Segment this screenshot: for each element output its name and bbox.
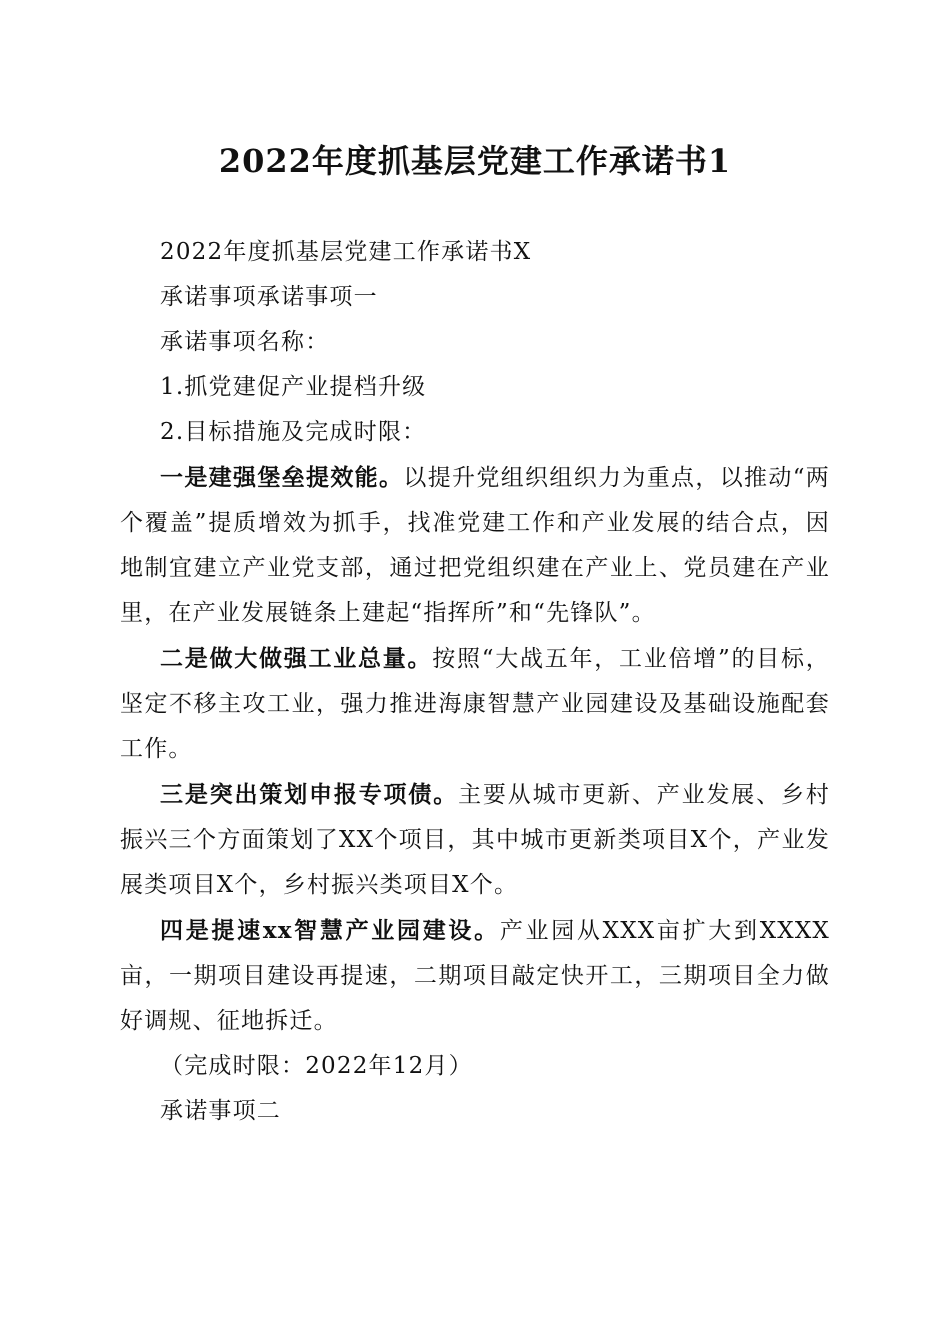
commitment-item-heading-1: 承诺事项承诺事项一 (160, 284, 378, 310)
commitment-point-1: 1.抓党建促产业提档升级 (160, 374, 427, 400)
paragraph-1 (120, 455, 830, 636)
paragraph-2-text: 按照“大战五年，工业倍增”的目标，坚定不移主攻工业，强力推进海康智慧产业园建设及基础设施配套工作。 (120, 646, 830, 762)
subtitle-line: 2022年度抓基层党建工作承诺书X (160, 239, 532, 265)
document-title: 2022年度抓基层党建工作承诺书1 (218, 142, 732, 180)
paragraph-1-text: 以提升党组织组织力为重点，以推动“两个覆盖”提质增效为抓手，找准党建工作和产业发展的结合点，因地制宜建立产业党支部，通过把党组织建在产业上、党员建在产业里，在产业发展链条上建起“指挥所”和“先锋队”。 (120, 465, 831, 626)
paragraph-2-lead: 二是做大做强工业总量。 (160, 645, 433, 672)
paragraph-4 (120, 908, 830, 1044)
commitment-point-2: 2.目标措施及完成时限： (160, 419, 427, 445)
commitment-item-heading-2: 承诺事项二 (160, 1098, 281, 1124)
paragraph-3-lead: 三是突出策划申报专项债。 (160, 781, 459, 808)
paragraph-3-text: 主要从城市更新、产业发展、乡村振兴三个方面策划了XX个项目，其中城市更新类项目X个，产业发展类项目X个，乡村振兴类项目X个。 (120, 782, 830, 898)
paragraph-2 (120, 636, 830, 772)
paragraph-3 (120, 772, 830, 908)
document-body (120, 230, 830, 1134)
commitment-name-label: 承诺事项名称： (160, 329, 330, 355)
deadline-line: （完成时限：2022年12月） (160, 1053, 473, 1079)
paragraph-4-lead: 四是提速xx智慧产业园建设。 (160, 917, 500, 944)
paragraph-1-lead: 一是建强堡垒提效能。 (160, 464, 404, 491)
paragraph-4-text: 产业园从XXX亩扩大到XXXX亩，一期项目建设再提速，二期项目敲定快开工，三期项目全力做好调规、征地拆迁。 (120, 918, 830, 1034)
